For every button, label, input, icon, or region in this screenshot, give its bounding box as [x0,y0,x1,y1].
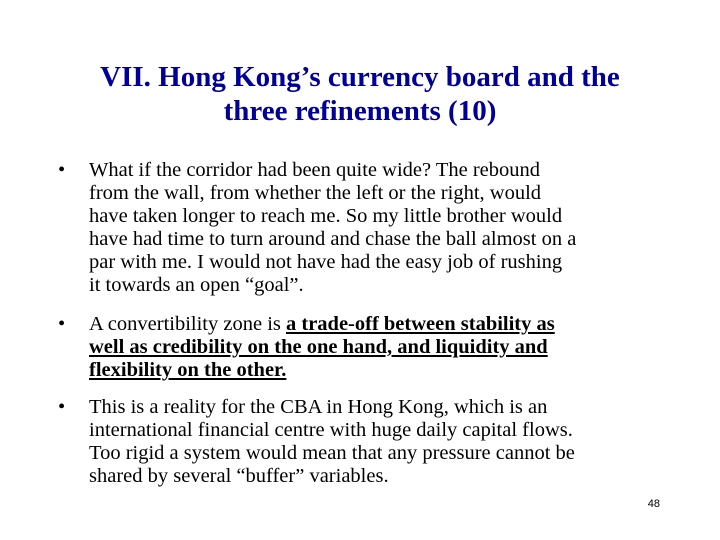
bullet-line: What if the corridor had been quite wide? The rebound [89,159,541,181]
bullet-emphasis-line: well as credibility on the one hand, and liquidity and [89,336,548,358]
bullet-plain-text: A convertibility zone is [89,313,286,335]
bullet-line [89,313,678,336]
bullet-line: from the wall, from whether the left or the right, would [89,182,542,204]
bullet-emphasis-text: a trade-off between stability as [286,313,555,335]
bullet-emphasis-line: flexibility on the other. [89,359,287,381]
bullet-item-cba-reality [58,396,678,488]
bullet-line: Too rigid a system would mean that any pressure cannot be [89,442,575,464]
bullet-line: it towards an open “goal”. [89,274,304,296]
bullet-text [89,313,678,382]
bullet-list [58,159,678,488]
bullet-dot-icon: • [58,313,66,335]
slide-title [40,60,680,128]
bullet-dot-icon: • [58,396,66,418]
bullet-line: international financial centre with huge daily capital flows. [89,419,573,441]
bullet-line: shared by several “buffer” variables. [89,465,389,487]
bullet-item-corridor [58,159,678,297]
bullet-line: have taken longer to reach me. So my little brother would [89,205,563,227]
bullet-item-convertibility-zone [58,313,678,382]
bullet-text [89,159,678,297]
bullet-line: par with me. I would not have had the easy job of rushing [89,251,563,273]
slide-title-line-2: three refinements (10) [223,95,497,127]
slide-title-line-1: VII. Hong Kong’s currency board and the [100,61,620,93]
bullet-line: This is a reality for the CBA in Hong Kong, which is an [89,396,548,418]
bullet-text [89,396,678,488]
bullet-line: have had time to turn around and chase the ball almost on a [89,228,577,250]
page-number: 48 [647,498,660,510]
bullet-dot-icon: • [58,159,66,181]
